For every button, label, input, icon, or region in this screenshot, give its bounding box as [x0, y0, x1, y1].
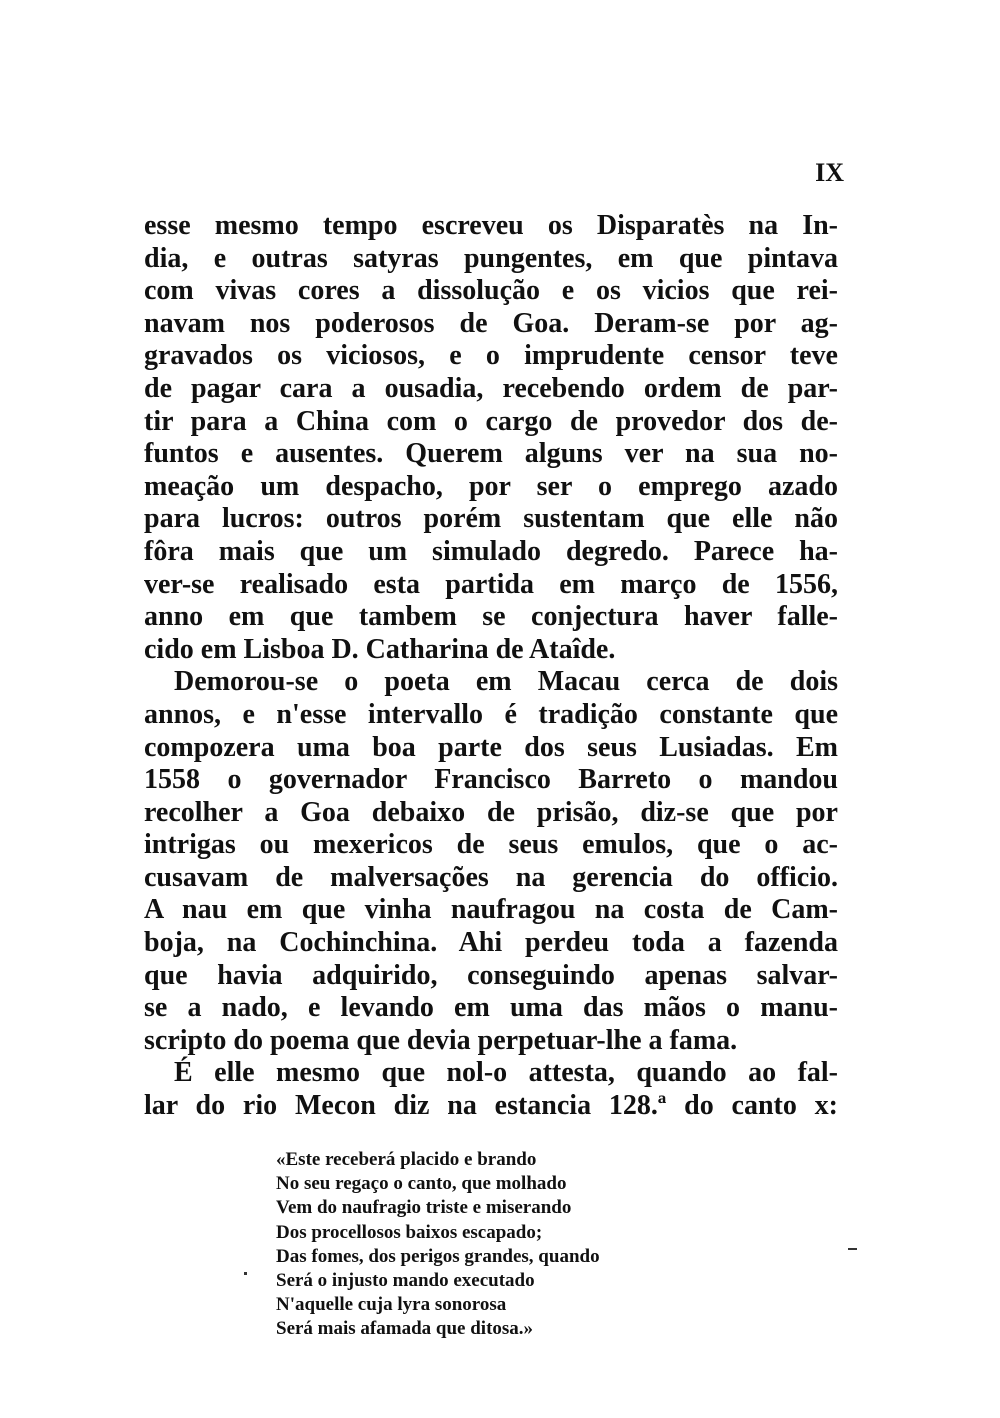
poem-verse: Será o injusto mando executado	[276, 1269, 535, 1291]
text-line: scripto do poema que devia perpetuar-lhe a fama.	[144, 1024, 738, 1056]
text-line: de pagar cara a ousadia, recebendo ordem de par-	[144, 372, 838, 404]
text-line: tir para a China com o cargo de provedor dos de-	[144, 405, 838, 437]
paragraph	[144, 210, 838, 666]
print-speck	[848, 1248, 857, 1250]
text-line: boja, na Cochinchina. Ahi perdeu toda a fazenda	[144, 927, 838, 959]
text-line: gravados os viciosos, e o imprudente censor teve	[144, 340, 838, 372]
text-line: ver-se realisado esta partida em março de 1556,	[144, 568, 838, 600]
text-line: navam nos poderosos de Goa. Deram-se por ag-	[144, 307, 838, 339]
text-line: cido em Lisboa D. Catharina de Ataîde.	[144, 633, 616, 665]
body-text	[144, 210, 838, 1123]
text-line: fôra mais que um simulado degredo. Parece ha-	[144, 535, 838, 567]
text-line: que havia adquirido, conseguindo apenas salvar-	[144, 959, 838, 991]
poem-verse: Será mais afamada que ditosa.»	[276, 1318, 534, 1340]
text-line: lar do rio Mecon diz na estancia 128.ª do canto x:	[144, 1090, 838, 1122]
poem-verse: Vem do naufragio triste e miserando	[276, 1197, 572, 1219]
text-line: compozera uma boa parte dos seus Lusiadas. Em	[144, 731, 838, 763]
text-line: anno em que tambem se conjectura haver falle-	[144, 601, 838, 633]
text-line: annos, e n'esse intervallo é tradição constante que	[144, 698, 838, 730]
paragraph	[144, 1057, 838, 1122]
text-line: 1558 o governador Francisco Barreto o mandou	[144, 764, 838, 796]
text-line: meação um despacho, por ser o emprego azado	[144, 470, 838, 502]
text-line: dia, e outras satyras pungentes, em que pintava	[144, 242, 838, 274]
text-line: recolher a Goa debaixo de prisão, diz-se que por	[144, 796, 838, 828]
poem-verse: «Este receberá placido e brando	[276, 1149, 537, 1170]
print-speck	[244, 1272, 247, 1275]
text-line: se a nado, e levando em uma das mãos o manu-	[144, 992, 838, 1024]
poem-quotation	[276, 1148, 736, 1342]
text-line: cusavam de malversações na gerencia do officio.	[144, 861, 838, 893]
text-line: É elle mesmo que nol-o attesta, quando ao fal-	[174, 1057, 838, 1089]
poem-verse: Das fomes, dos perigos grandes, quando	[276, 1245, 600, 1267]
text-line: com vivas cores a dissolução e os vicios que rei-	[144, 275, 838, 307]
text-line: funtos e ausentes. Querem alguns ver na sua no-	[144, 438, 838, 470]
text-line: para lucros: outros porém sustentam que elle não	[144, 503, 838, 535]
text-line: Demorou-se o poeta em Macau cerca de dois	[174, 666, 838, 698]
text-line: A nau em que vinha naufragou na costa de Cam-	[144, 894, 838, 926]
paragraph	[144, 666, 838, 1057]
poem-verse: Dos procellosos baixos escapado;	[276, 1221, 543, 1243]
text-line: esse mesmo tempo escreveu os Disparatès na In-	[144, 210, 838, 241]
page-number: IX	[815, 158, 844, 187]
text-line: intrigas ou mexericos de seus emulos, que o ac-	[144, 829, 838, 861]
poem-verse: N'aquelle cuja lyra sonorosa	[276, 1294, 507, 1316]
poem-verse: No seu regaço o canto, que molhado	[276, 1173, 567, 1195]
